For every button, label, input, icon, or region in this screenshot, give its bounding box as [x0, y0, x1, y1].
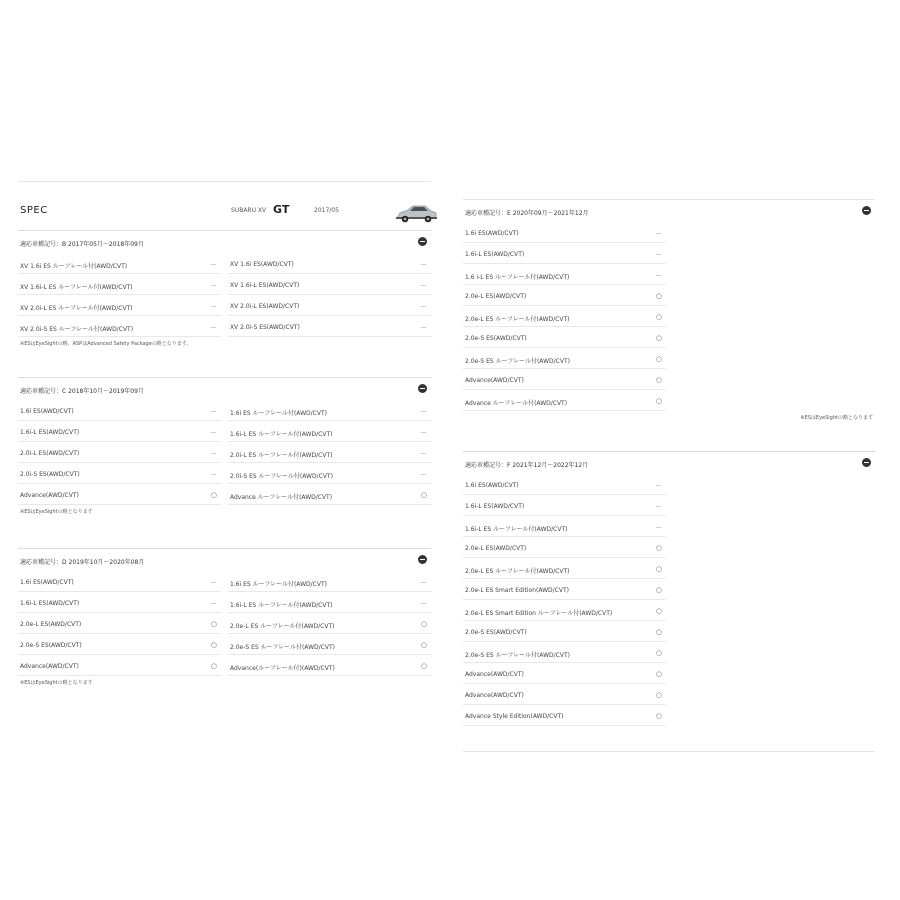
spec-row: [463, 243, 666, 264]
compatibility-mark: －: [210, 282, 217, 290]
section-title: 適応車種記号：E 2020年09月～2021年12月: [465, 210, 589, 217]
spec-row: [463, 327, 666, 348]
compatibility-mark: ○: [655, 649, 662, 657]
compatibility-mark: －: [210, 324, 217, 332]
variant-label: XV 2.0i-L ES ルーフレール付(AWD/CVT): [20, 305, 133, 312]
compatibility-mark: ○: [655, 313, 662, 321]
spec-row: [463, 642, 666, 663]
spec-row: [18, 421, 221, 442]
section-note: ※ESはEyeSightの略となります: [800, 415, 873, 421]
variant-label: 1.6i-L ES(AWD/CVT): [465, 503, 525, 510]
compatibility-mark: －: [655, 230, 662, 238]
section-header[interactable]: [463, 452, 875, 474]
compatibility-mark: －: [655, 251, 662, 259]
spec-row: [228, 253, 431, 274]
compatibility-mark: －: [420, 261, 427, 269]
variant-label: Advance(AWD/CVT): [465, 671, 524, 678]
spec-row: [463, 474, 666, 495]
variant-label: 2.0e-L ES(AWD/CVT): [465, 293, 527, 300]
spec-row: [463, 222, 666, 243]
section-note: ※ESはEyeSightの略となります: [20, 509, 93, 515]
spec-row: [18, 316, 221, 337]
spec-row: [463, 600, 666, 621]
compatibility-mark: －: [420, 324, 427, 332]
compatibility-mark: ○: [655, 628, 662, 636]
collapse-icon[interactable]: [418, 384, 427, 393]
section-title: 適応車種記号：F 2021年12月～2022年12月: [465, 462, 589, 469]
compatibility-mark: －: [210, 408, 217, 416]
compatibility-mark: －: [420, 600, 427, 608]
compatibility-mark: ○: [655, 544, 662, 552]
variant-label: 2.0e-L ES ルーフレール付(AWD/CVT): [465, 568, 570, 575]
spec-row: [18, 484, 221, 505]
variant-label: Advance(AWD/CVT): [465, 692, 524, 699]
compatibility-mark: －: [420, 408, 427, 416]
spec-title: SPEC: [20, 205, 48, 216]
compatibility-mark: －: [210, 261, 217, 269]
variant-label: 2.0e-L ES ルーフレール付(AWD/CVT): [465, 316, 570, 323]
compatibility-mark: －: [420, 303, 427, 311]
spec-row: [228, 592, 431, 613]
variant-label: 2.0e-L ES(AWD/CVT): [465, 545, 527, 552]
spec-row: [18, 613, 221, 634]
variant-label: 2.0e-L ES Smart Edition(AWD/CVT): [465, 587, 569, 594]
car-year: 2017/05: [314, 207, 339, 214]
compatibility-mark: －: [420, 429, 427, 437]
section-note: ※ESはEyeSightの略となります: [20, 680, 93, 686]
compatibility-mark: －: [210, 600, 217, 608]
spec-rows: [463, 474, 875, 726]
section-header[interactable]: [463, 200, 875, 222]
spec-row: [18, 400, 221, 421]
compatibility-mark: ○: [655, 355, 662, 363]
spec-row: [463, 663, 666, 684]
variant-label: 1.6i-L ES(AWD/CVT): [465, 251, 525, 258]
collapse-icon[interactable]: [418, 237, 427, 246]
variant-label: 2.0e-S ES ルーフレール付(AWD/CVT): [465, 358, 570, 365]
spec-row: [463, 306, 666, 327]
section-e: [463, 200, 875, 426]
spec-row: [228, 484, 431, 505]
car-brand: SUBARU XV: [231, 207, 267, 214]
compatibility-mark: －: [655, 503, 662, 511]
section-f: [463, 451, 875, 726]
spec-row: [463, 621, 666, 642]
variant-label: 1.6i-L ES(AWD/CVT): [20, 600, 80, 607]
compatibility-mark: －: [420, 579, 427, 587]
compatibility-mark: ○: [420, 641, 427, 649]
compatibility-mark: －: [210, 579, 217, 587]
section-title: 適応車種記号：D 2019年10月～2020年08月: [20, 559, 145, 566]
compatibility-mark: ○: [210, 491, 217, 499]
section-header[interactable]: [18, 549, 431, 571]
compatibility-mark: ○: [210, 620, 217, 628]
compatibility-mark: －: [210, 303, 217, 311]
spec-row: [18, 295, 221, 316]
spec-row: [463, 558, 666, 579]
compatibility-mark: －: [420, 471, 427, 479]
compatibility-mark: －: [655, 272, 662, 280]
section-header[interactable]: [18, 231, 431, 253]
variant-label: XV 2.0i-L ES(AWD/CVT): [230, 303, 300, 310]
variant-label: 1.6i ES ルーフレール付(AWD/CVT): [230, 581, 327, 588]
spec-row: [463, 495, 666, 516]
section-title: 適応車種記号：C 2018年10月～2019年09月: [20, 388, 144, 395]
left-column: [18, 181, 431, 691]
variant-label: 1.6i ES(AWD/CVT): [20, 408, 74, 415]
section-d: [18, 548, 431, 691]
spec-row: [228, 442, 431, 463]
spec-rows: [463, 222, 875, 411]
spec-row: [18, 463, 221, 484]
compatibility-mark: －: [655, 524, 662, 532]
spec-row: [228, 571, 431, 592]
variant-label: 1.6i ES ルーフレール付(AWD/CVT): [230, 410, 327, 417]
variant-label: XV 1.6i-L ES(AWD/CVT): [230, 282, 300, 289]
variant-label: 2.0e-L ES ルーフレール付(AWD/CVT): [230, 623, 335, 630]
spec-row: [228, 463, 431, 484]
compatibility-mark: －: [655, 482, 662, 490]
variant-label: 1.6i ES(AWD/CVT): [465, 482, 519, 489]
variant-label: 1.6i-L ES ルーフレール付(AWD/CVT): [465, 526, 568, 533]
spec-row: [228, 274, 431, 295]
spec-rows: [18, 571, 431, 676]
spec-row: [228, 421, 431, 442]
section-b: [18, 230, 431, 352]
spec-row: [18, 592, 221, 613]
spec-row: [463, 684, 666, 705]
spec-row: [463, 537, 666, 558]
car-icon: [394, 203, 438, 225]
variant-label: Advance ルーフレール付(AWD/CVT): [465, 400, 568, 407]
compatibility-mark: ○: [655, 334, 662, 342]
spec-row: [463, 264, 666, 285]
variant-label: 1.6i-L ES ルーフレール付(AWD/CVT): [230, 431, 333, 438]
variant-label: Advance(AWD/CVT): [20, 663, 79, 670]
variant-label: 2.0e-S ES(AWD/CVT): [465, 335, 527, 342]
variant-label: 2.0e-S ES ルーフレール付(AWD/CVT): [465, 652, 570, 659]
collapse-icon[interactable]: [862, 206, 871, 215]
compatibility-mark: ○: [420, 491, 427, 499]
compatibility-mark: ○: [655, 586, 662, 594]
compatibility-mark: －: [210, 471, 217, 479]
spec-row: [18, 655, 221, 676]
spec-row: [228, 400, 431, 421]
spec-row: [18, 253, 221, 274]
spec-row: [463, 369, 666, 390]
section-header[interactable]: [18, 378, 431, 400]
variant-label: 2.0i-S ES(AWD/CVT): [20, 471, 80, 478]
spec-row: [463, 516, 666, 537]
variant-label: Advance Style Edition(AWD/CVT): [465, 713, 564, 720]
collapse-icon[interactable]: [862, 458, 871, 467]
variant-label: 1.6i-L ES(AWD/CVT): [20, 429, 80, 436]
spec-row: [463, 705, 666, 726]
variant-label: XV 1.6i-L ES ルーフレール付(AWD/CVT): [20, 284, 133, 291]
spec-row: [228, 316, 431, 337]
spec-row: [463, 285, 666, 306]
spec-header: [18, 182, 431, 230]
spec-row: [228, 295, 431, 316]
spec-rows: [18, 253, 431, 337]
section-title: 適応車種記号：B 2017年05月～2018年09月: [20, 241, 144, 248]
spec-row: [463, 348, 666, 369]
variant-label: 2.0e-S ES(AWD/CVT): [465, 629, 527, 636]
variant-label: 1.6i ES(AWD/CVT): [465, 230, 519, 237]
variant-label: XV 2.0i-S ES(AWD/CVT): [230, 324, 300, 331]
spec-row: [228, 655, 431, 676]
variant-label: Advance ルーフレール付(AWD/CVT): [230, 494, 333, 501]
compatibility-mark: ○: [655, 376, 662, 384]
compatibility-mark: ○: [655, 712, 662, 720]
spec-row: [18, 442, 221, 463]
variant-label: 1.6i-L ES ルーフレール付(AWD/CVT): [230, 602, 333, 609]
compatibility-mark: ○: [655, 607, 662, 615]
variant-label: XV 1.6i ES ルーフレール付(AWD/CVT): [20, 263, 128, 270]
right-column: [463, 199, 875, 752]
collapse-icon[interactable]: [418, 555, 427, 564]
variant-label: 2.0e-S ES(AWD/CVT): [20, 642, 82, 649]
spec-row: [463, 390, 666, 411]
variant-label: 2.0e-L ES(AWD/CVT): [20, 621, 82, 628]
compatibility-mark: ○: [420, 662, 427, 670]
compatibility-mark: ○: [655, 565, 662, 573]
compatibility-mark: ○: [655, 691, 662, 699]
variant-label: Advance(AWD/CVT): [465, 377, 524, 384]
car-model: GT: [273, 203, 290, 216]
variant-label: 2.0i-L ES ルーフレール付(AWD/CVT): [230, 452, 333, 459]
spec-row: [228, 634, 431, 655]
compatibility-mark: ○: [655, 670, 662, 678]
spec-row: [463, 579, 666, 600]
variant-label: 1.6i ES(AWD/CVT): [20, 579, 74, 586]
spec-row: [18, 274, 221, 295]
section-c: [18, 377, 431, 520]
variant-label: 2.0e-S ES ルーフレール付(AWD/CVT): [230, 644, 335, 651]
variant-label: Advance(ルーフレール付)(AWD/CVT): [230, 665, 335, 672]
compatibility-mark: －: [210, 450, 217, 458]
spec-row: [228, 613, 431, 634]
variant-label: Advance(AWD/CVT): [20, 492, 79, 499]
compatibility-mark: ○: [210, 662, 217, 670]
compatibility-mark: －: [420, 450, 427, 458]
compatibility-mark: ○: [420, 620, 427, 628]
variant-label: 2.0i-S ES ルーフレール付(AWD/CVT): [230, 473, 333, 480]
compatibility-mark: －: [420, 282, 427, 290]
variant-label: 1.6 i-L ES ルーフレール付(AWD/CVT): [465, 274, 570, 281]
spec-row: [18, 571, 221, 592]
compatibility-mark: ○: [655, 397, 662, 405]
variant-label: XV 2.0i-S ES ルーフレール付(AWD/CVT): [20, 326, 134, 333]
compatibility-mark: ○: [210, 641, 217, 649]
compatibility-mark: ○: [655, 292, 662, 300]
variant-label: XV 1.6i ES(AWD/CVT): [230, 261, 294, 268]
variant-label: 2.0e-L ES Smart Edition ルーフレール付(AWD/CVT): [465, 610, 613, 617]
variant-label: 2.0i-L ES(AWD/CVT): [20, 450, 80, 457]
spec-rows: [18, 400, 431, 505]
spec-row: [18, 634, 221, 655]
section-note: ※ESはEyeSightの略、ASPはAdvanced Safety Packageの略となります。: [20, 341, 192, 347]
compatibility-mark: －: [210, 429, 217, 437]
